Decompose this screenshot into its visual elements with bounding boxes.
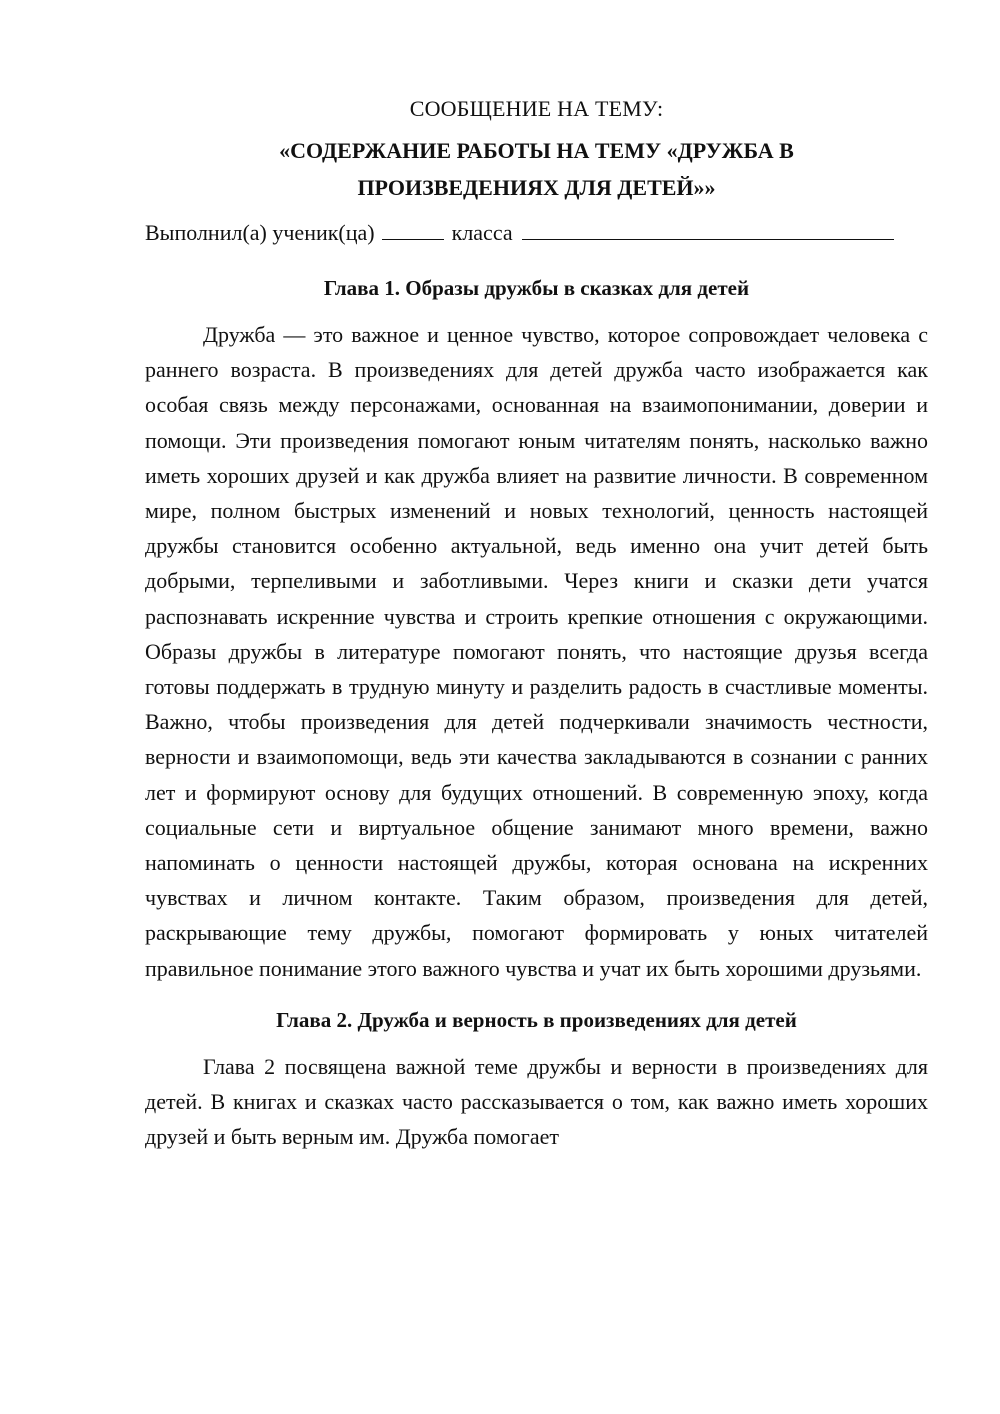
author-label: Выполнил(а) ученик(ца) bbox=[145, 220, 375, 245]
author-line bbox=[145, 218, 928, 248]
chapter-1-title: Глава 1. Образы дружбы в сказках для детей bbox=[323, 276, 750, 300]
chapter-2-title: Глава 2. Дружба и верность в произведениях для детей bbox=[276, 1007, 797, 1032]
chapter-1 bbox=[145, 273, 928, 986]
document-title-line-1: «СОДЕРЖАНИЕ РАБОТЫ НА ТЕМУ «ДРУЖБА В bbox=[279, 138, 794, 163]
document-title-line-2: ПРОИЗВЕДЕНИЯХ ДЛЯ ДЕТЕЙ»» bbox=[357, 175, 716, 200]
document-header: СООБЩЕНИЕ НА ТЕМУ: bbox=[409, 96, 664, 121]
class-number-blank bbox=[382, 219, 444, 240]
chapter-1-paragraph: Дружба — это важное и ценное чувство, которое сопровождает человека с раннего возраста. В произведениях для детей дружба часто изображается как особая связь между персонажами, основанная на взаимопонимании, доверии и помощи. Эти произведения помогают юным читателям понять, насколько важно иметь хороших друзей и как дружба влияет на развитие личности. В современном мире, полном быстрых изменений и новых технологий, ценность настоящей дружбы становится особенно актуальной, ведь именно она учит детей быть добрыми, терпеливыми и заботливыми. Через книги и сказки дети учатся распознавать искренние чувства и строить крепкие отношения с окружающими. Образы дружбы в литературе помогают понять, что настоящие друзья всегда готовы поддержать в трудную минуту и разделить радость в счастливые моменты. Важно, чтобы произведения для детей подчеркивали значимость честности, верности и взаимопомощи, ведь эти качества закладываются в сознании с ранних лет и формируют основу для будущих отношений. В современную эпоху, когда социальные сети и виртуальное общение занимают много времени, важно напоминать о ценности настоящей дружбы, которая основана на искренних чувствах и личном контакте. Таким образом, произведения для детей, раскрывающие тему дружбы, помогают формировать у юных читателей правильное понимание этого важного чувства и учат их быть хорошими друзьями. bbox=[145, 322, 928, 981]
chapter-2-paragraph: Глава 2 посвящена важной теме дружбы и верности в произведениях для детей. В книгах и сказках часто рассказывается о том, как важно иметь хороших друзей и быть верным им. Дружба помогает bbox=[145, 1053, 928, 1150]
document-title bbox=[145, 132, 928, 206]
document-page bbox=[145, 94, 928, 1173]
student-name-blank bbox=[522, 219, 894, 240]
class-label: класса bbox=[451, 220, 513, 245]
chapter-2 bbox=[145, 1005, 928, 1155]
